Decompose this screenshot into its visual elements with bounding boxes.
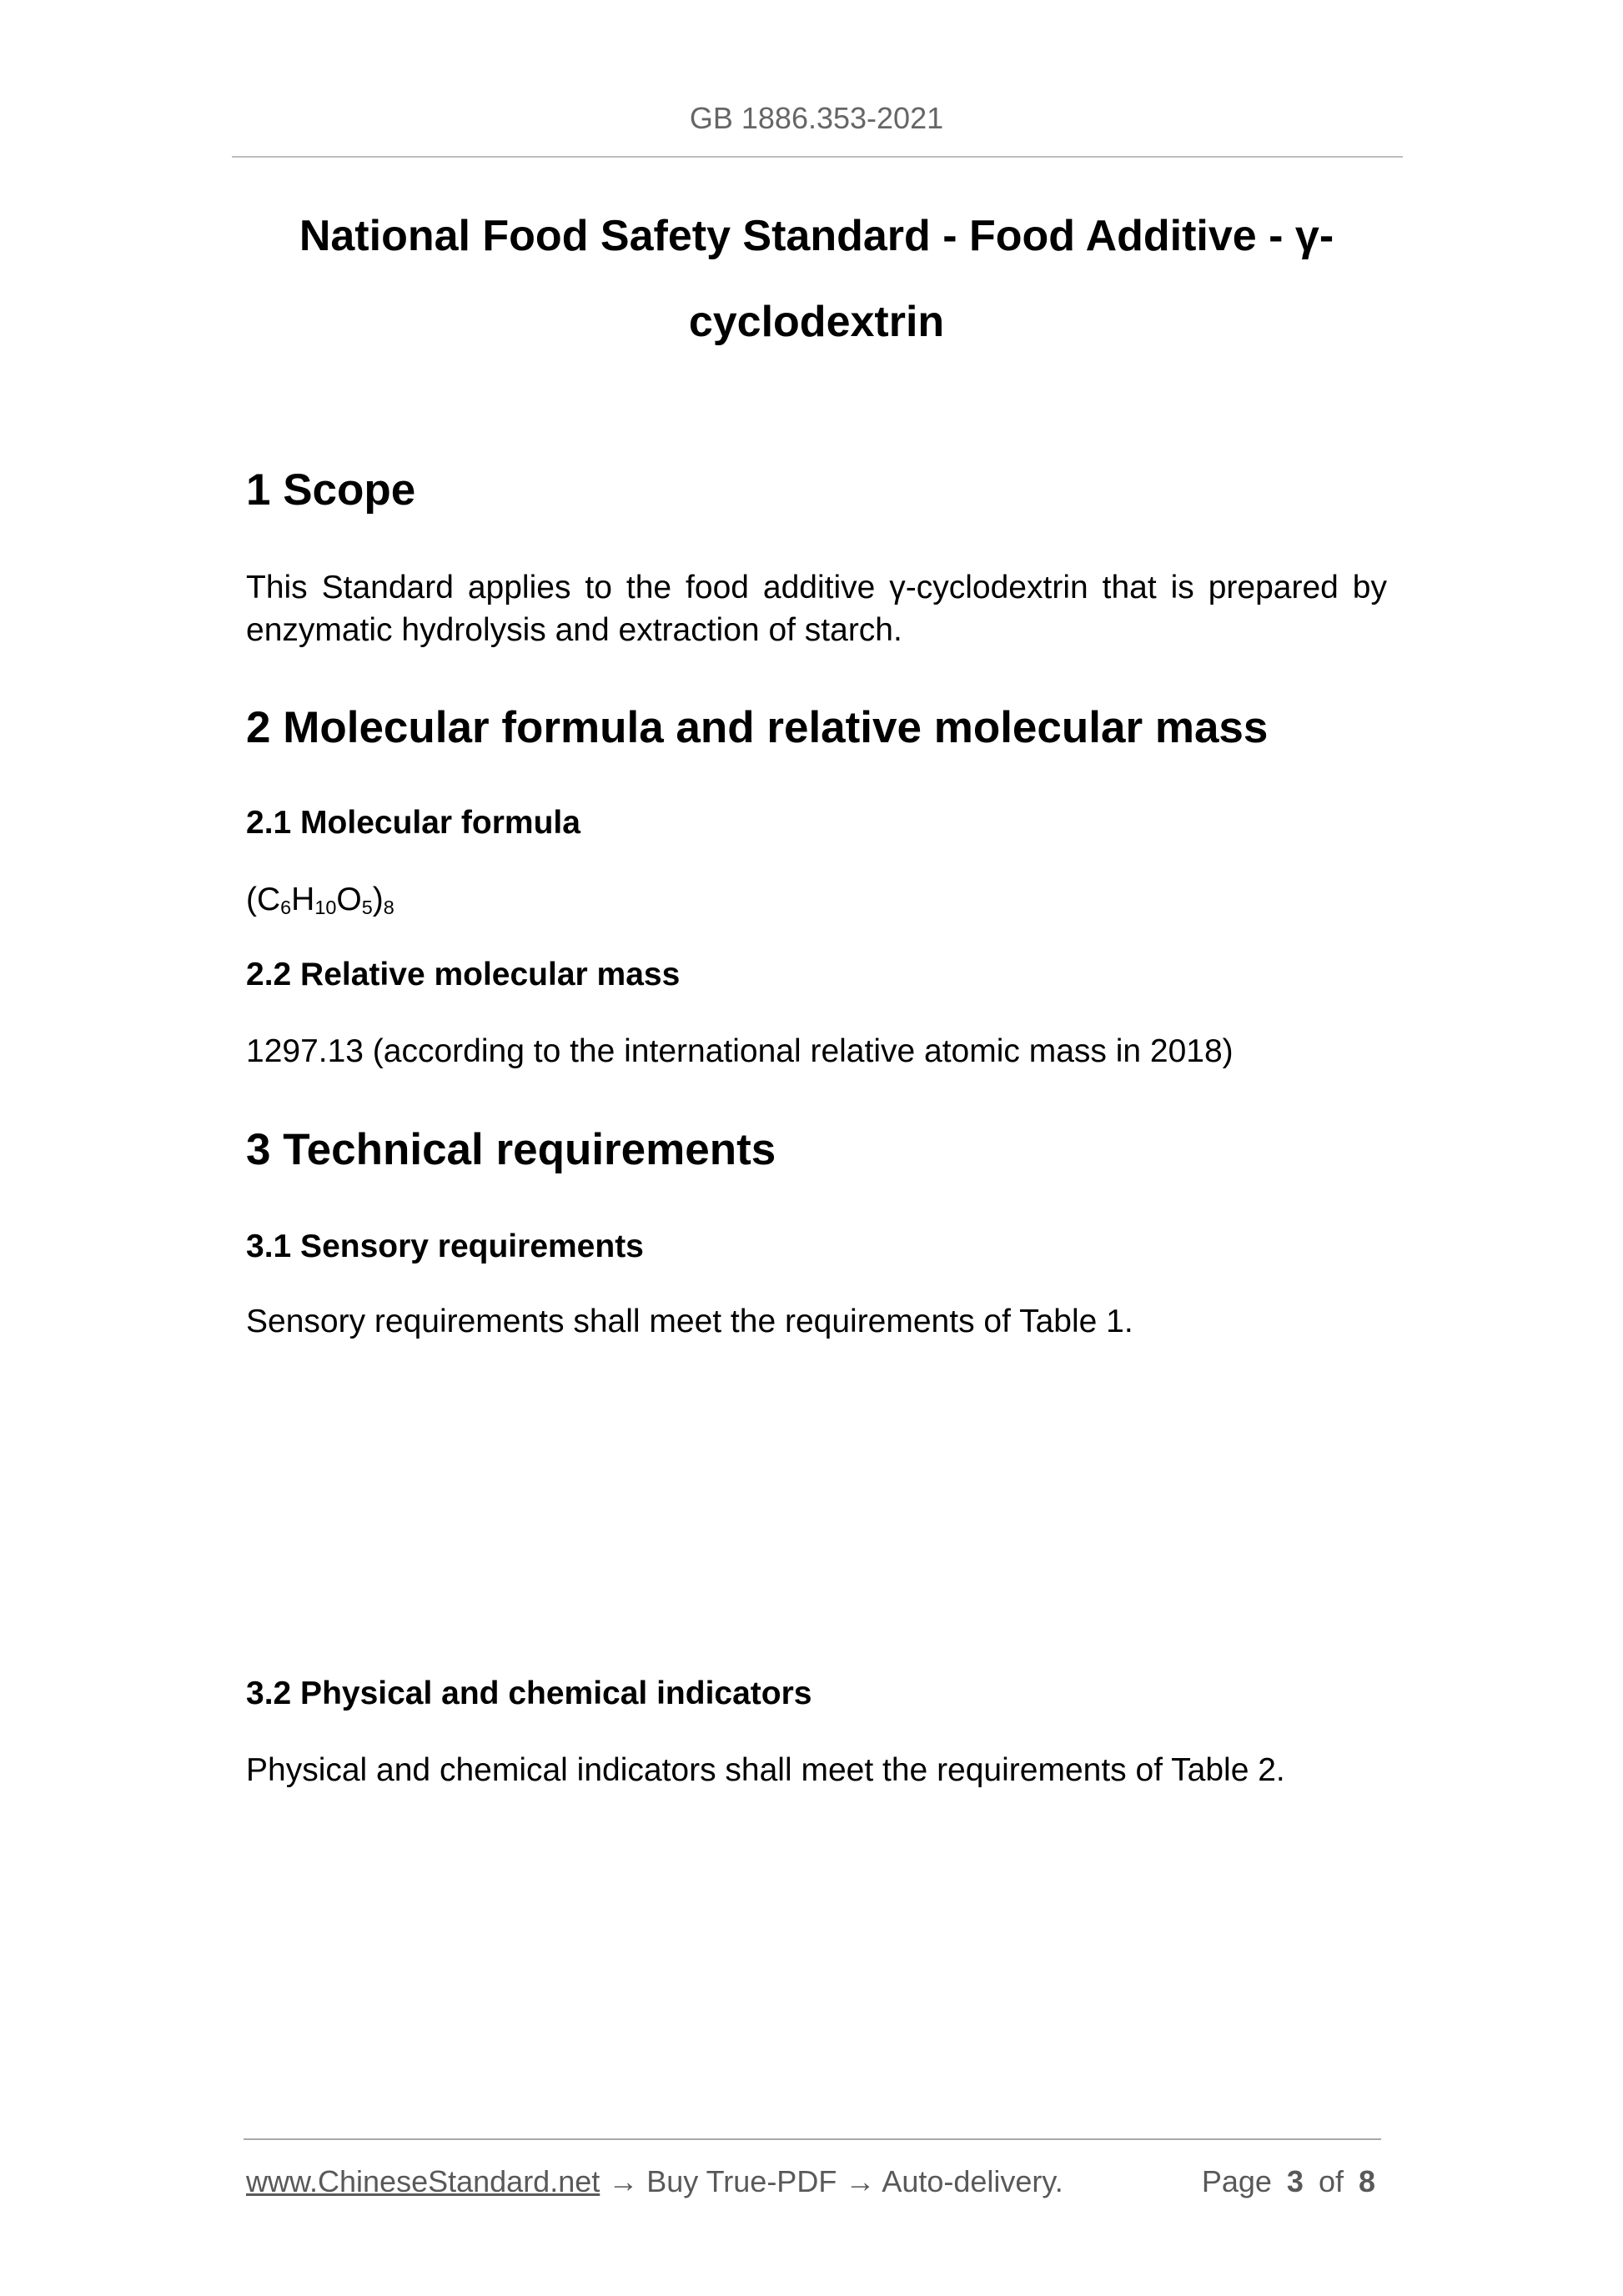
page-current: 3 <box>1286 2164 1304 2198</box>
page-indicator <box>1202 2163 1375 2199</box>
page-of: of <box>1318 2164 1344 2198</box>
subsection-heading-sensory: 3.1 Sensory requirements <box>246 1228 644 1264</box>
footer-tagline: → Buy True-PDF → Auto-delivery. <box>608 2164 1063 2198</box>
formula-subscript: 5 <box>361 896 373 918</box>
document-header-code: GB 1886.353-2021 <box>689 101 944 135</box>
scope-paragraph: This Standard applies to the food additive γ-cyclodextrin that is prepared by enzymatic hydrolysis and extraction of starch. <box>246 570 1387 648</box>
formula-subscript: 8 <box>383 896 394 918</box>
sensory-text: Sensory requirements shall meet the requirements of Table 1. <box>246 1304 1133 1339</box>
molecular-formula <box>246 881 394 923</box>
subsection-heading-physchem: 3.2 Physical and chemical indicators <box>246 1676 812 1711</box>
document-title <box>246 193 1387 365</box>
page-label: Page <box>1201 2164 1272 2198</box>
section-heading-scope: 1 Scope <box>246 465 416 515</box>
formula-symbol: O <box>336 882 362 917</box>
subsection-heading-relative-mass: 2.2 Relative molecular mass <box>246 957 681 992</box>
title-line-2: cyclodextrin <box>688 298 945 346</box>
formula-symbol: H <box>291 882 315 917</box>
title-line-1: National Food Safety Standard - Food Additive - γ- <box>299 212 1334 260</box>
formula-symbol: ) <box>372 882 384 917</box>
relative-mass-text: 1297.13 (according to the international relative atomic mass in 2018) <box>246 1033 1234 1069</box>
formula-symbol: (C <box>246 882 281 917</box>
footer-site-link[interactable]: www.ChineseStandard.net <box>246 2164 600 2198</box>
footer-rule <box>244 2138 1381 2140</box>
formula-subscript: 10 <box>314 896 337 918</box>
section-heading-molecular: 2 Molecular formula and relative molecular mass <box>246 703 1269 752</box>
formula-subscript: 6 <box>280 896 292 918</box>
physchem-text: Physical and chemical indicators shall meet the requirements of Table 2. <box>246 1752 1285 1788</box>
subsection-heading-molecular-formula: 2.1 Molecular formula <box>246 805 580 841</box>
page-total: 8 <box>1358 2164 1375 2198</box>
section-heading-technical: 3 Technical requirements <box>246 1125 776 1174</box>
header-rule <box>232 156 1403 158</box>
footer <box>246 2163 1063 2199</box>
